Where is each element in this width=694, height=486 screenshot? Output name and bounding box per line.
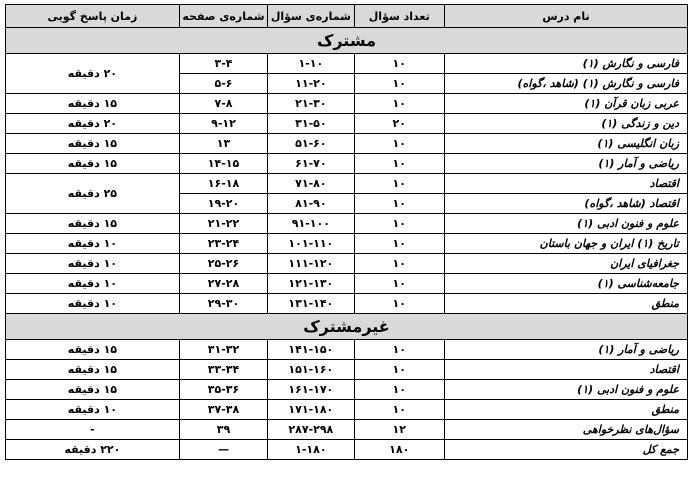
cell-questions: ۱-۱۰ [268,54,354,74]
cell-questions: ۱۰۱-۱۱۰ [268,234,354,254]
cell-name: اقتصاد [444,174,687,194]
exam-table [5,4,688,460]
cell-count: ۲۰ [354,114,444,134]
cell-count: ۱۰ [354,174,444,194]
cell-page: ۵-۶ [179,74,267,94]
table-row [6,174,688,194]
cell-page: ۳۳-۳۴ [179,360,267,380]
cell-count: ۱۰ [354,340,444,360]
cell-time: ۱۵ دقیقه [6,340,180,360]
cell-page: ۳-۴ [179,54,267,74]
cell-questions: ۲۸۷-۲۹۸ [268,420,354,440]
cell-page: ۲۹-۳۰ [179,294,267,314]
cell-name: سؤال‌های نظرخواهی [444,420,687,440]
table-row [6,420,688,440]
cell-time: ۱۰ دقیقه [6,254,180,274]
cell-time: ۱۰ دقیقه [6,234,180,254]
cell-time: - [6,420,180,440]
cell-questions: ۲۱-۳۰ [268,94,354,114]
cell-questions: ۱۷۱-۱۸۰ [268,400,354,420]
cell-page: ۳۹ [179,420,267,440]
cell-time: ۱۵ دقیقه [6,360,180,380]
cell-page: ۲۷-۲۸ [179,274,267,294]
cell-time: ۱۰ دقیقه [6,294,180,314]
cell-count: ۱۰ [354,134,444,154]
total-time: ۲۲۰ دقیقه [6,440,180,460]
cell-page: ۳۱-۳۲ [179,340,267,360]
table-row [6,54,688,74]
table-row [6,134,688,154]
cell-page: ۳۷-۳۸ [179,400,267,420]
table-row [6,254,688,274]
cell-time: ۱۰ دقیقه [6,400,180,420]
cell-name: علوم و فنون ادبی (۱) [444,214,687,234]
cell-questions: ۱۵۱-۱۶۰ [268,360,354,380]
cell-count: ۱۰ [354,154,444,174]
cell-name: جامعه‌شناسی (۱) [444,274,687,294]
header-name: نام درس [444,5,687,28]
header-time: زمان پاسخ گویی [6,5,180,28]
table-row [6,380,688,400]
cell-count: ۱۲ [354,420,444,440]
cell-time: ۱۵ دقیقه [6,380,180,400]
cell-time: ۲۰ دقیقه [6,114,180,134]
cell-page: ۱۴-۱۵ [179,154,267,174]
cell-questions: ۱۶۱-۱۷۰ [268,380,354,400]
cell-count: ۱۰ [354,54,444,74]
table-row [6,214,688,234]
cell-name: جغرافیای ایران [444,254,687,274]
cell-name: ریاضی و آمار (۱) [444,154,687,174]
header-count: تعداد سؤال [354,5,444,28]
table-row [6,360,688,380]
cell-questions: ۹۱-۱۰۰ [268,214,354,234]
section-row [6,314,688,340]
cell-questions: ۷۱-۸۰ [268,174,354,194]
cell-count: ۱۰ [354,360,444,380]
cell-page: ۳۵-۳۶ [179,380,267,400]
cell-name: تاریخ (۱) ایران و جهان باستان [444,234,687,254]
cell-page: ۲۱-۲۲ [179,214,267,234]
cell-count: ۱۰ [354,294,444,314]
cell-questions: ۱۱-۲۰ [268,74,354,94]
cell-page: ۷-۸ [179,94,267,114]
cell-count: ۱۰ [354,214,444,234]
table-row [6,234,688,254]
cell-count: ۱۰ [354,194,444,214]
exam-schedule [5,4,688,480]
cell-name: دین و زندگی (۱) [444,114,687,134]
cell-time: ۲۵ دقیقه [6,174,180,214]
cell-page: ۱۶-۱۸ [179,174,267,194]
cell-count: ۱۰ [354,380,444,400]
cell-page: ۲۳-۲۴ [179,234,267,254]
cell-page: ۱۳ [179,134,267,154]
cell-name: فارسی و نگارش (۱) [444,54,687,74]
cell-page: ۱۹-۲۰ [179,194,267,214]
table-row [6,274,688,294]
section-shared: مشترک [6,28,688,54]
cell-name: فارسی و نگارش (۱) (شاهد ،گواه) [444,74,687,94]
cell-count: ۱۰ [354,94,444,114]
cell-page: ۹-۱۲ [179,114,267,134]
cell-questions: ۱۲۱-۱۳۰ [268,274,354,294]
table-row [6,294,688,314]
cell-count: ۱۰ [354,400,444,420]
total-name: جمع کل [444,440,687,460]
cell-count: ۱۰ [354,254,444,274]
cell-name: اقتصاد [444,360,687,380]
cell-questions: ۱۱۱-۱۲۰ [268,254,354,274]
table-row [6,340,688,360]
total-page: — [179,440,267,460]
cell-questions: ۳۱-۵۰ [268,114,354,134]
cell-questions: ۸۱-۹۰ [268,194,354,214]
cell-time: ۱۵ دقیقه [6,94,180,114]
table-row [6,94,688,114]
cell-name: منطق [444,294,687,314]
cell-name: ریاضی و آمار (۱) [444,340,687,360]
cell-name: اقتصاد (شاهد ،گواه) [444,194,687,214]
cell-time: ۱۵ دقیقه [6,214,180,234]
cell-name: منطق [444,400,687,420]
table-row [6,400,688,420]
table-row [6,154,688,174]
section-row [6,28,688,54]
cell-name: علوم و فنون ادبی (۱) [444,380,687,400]
cell-questions: ۱۳۱-۱۴۰ [268,294,354,314]
cell-time: ۱۵ دقیقه [6,134,180,154]
cell-time: ۱۵ دقیقه [6,154,180,174]
total-count: ۱۸۰ [354,440,444,460]
cell-count: ۱۰ [354,234,444,254]
cell-name: زبان انگلیسی (۱) [444,134,687,154]
header-page: شماره‌ی صفحه [179,5,267,28]
header-questions: شماره‌ی سؤال [268,5,354,28]
cell-questions: ۱۴۱-۱۵۰ [268,340,354,360]
table-row [6,114,688,134]
cell-questions: ۵۱-۶۰ [268,134,354,154]
total-questions: ۱-۱۸۰ [268,440,354,460]
cell-name: عربی زبان قرآن (۱) [444,94,687,114]
section-nonshared: غیرمشترک [6,314,688,340]
header-row [6,5,688,28]
cell-count: ۱۰ [354,274,444,294]
cell-time: ۲۰ دقیقه [6,54,180,94]
cell-questions: ۶۱-۷۰ [268,154,354,174]
total-row [6,440,688,460]
cell-count: ۱۰ [354,74,444,94]
cell-time: ۱۰ دقیقه [6,274,180,294]
cell-page: ۲۵-۲۶ [179,254,267,274]
